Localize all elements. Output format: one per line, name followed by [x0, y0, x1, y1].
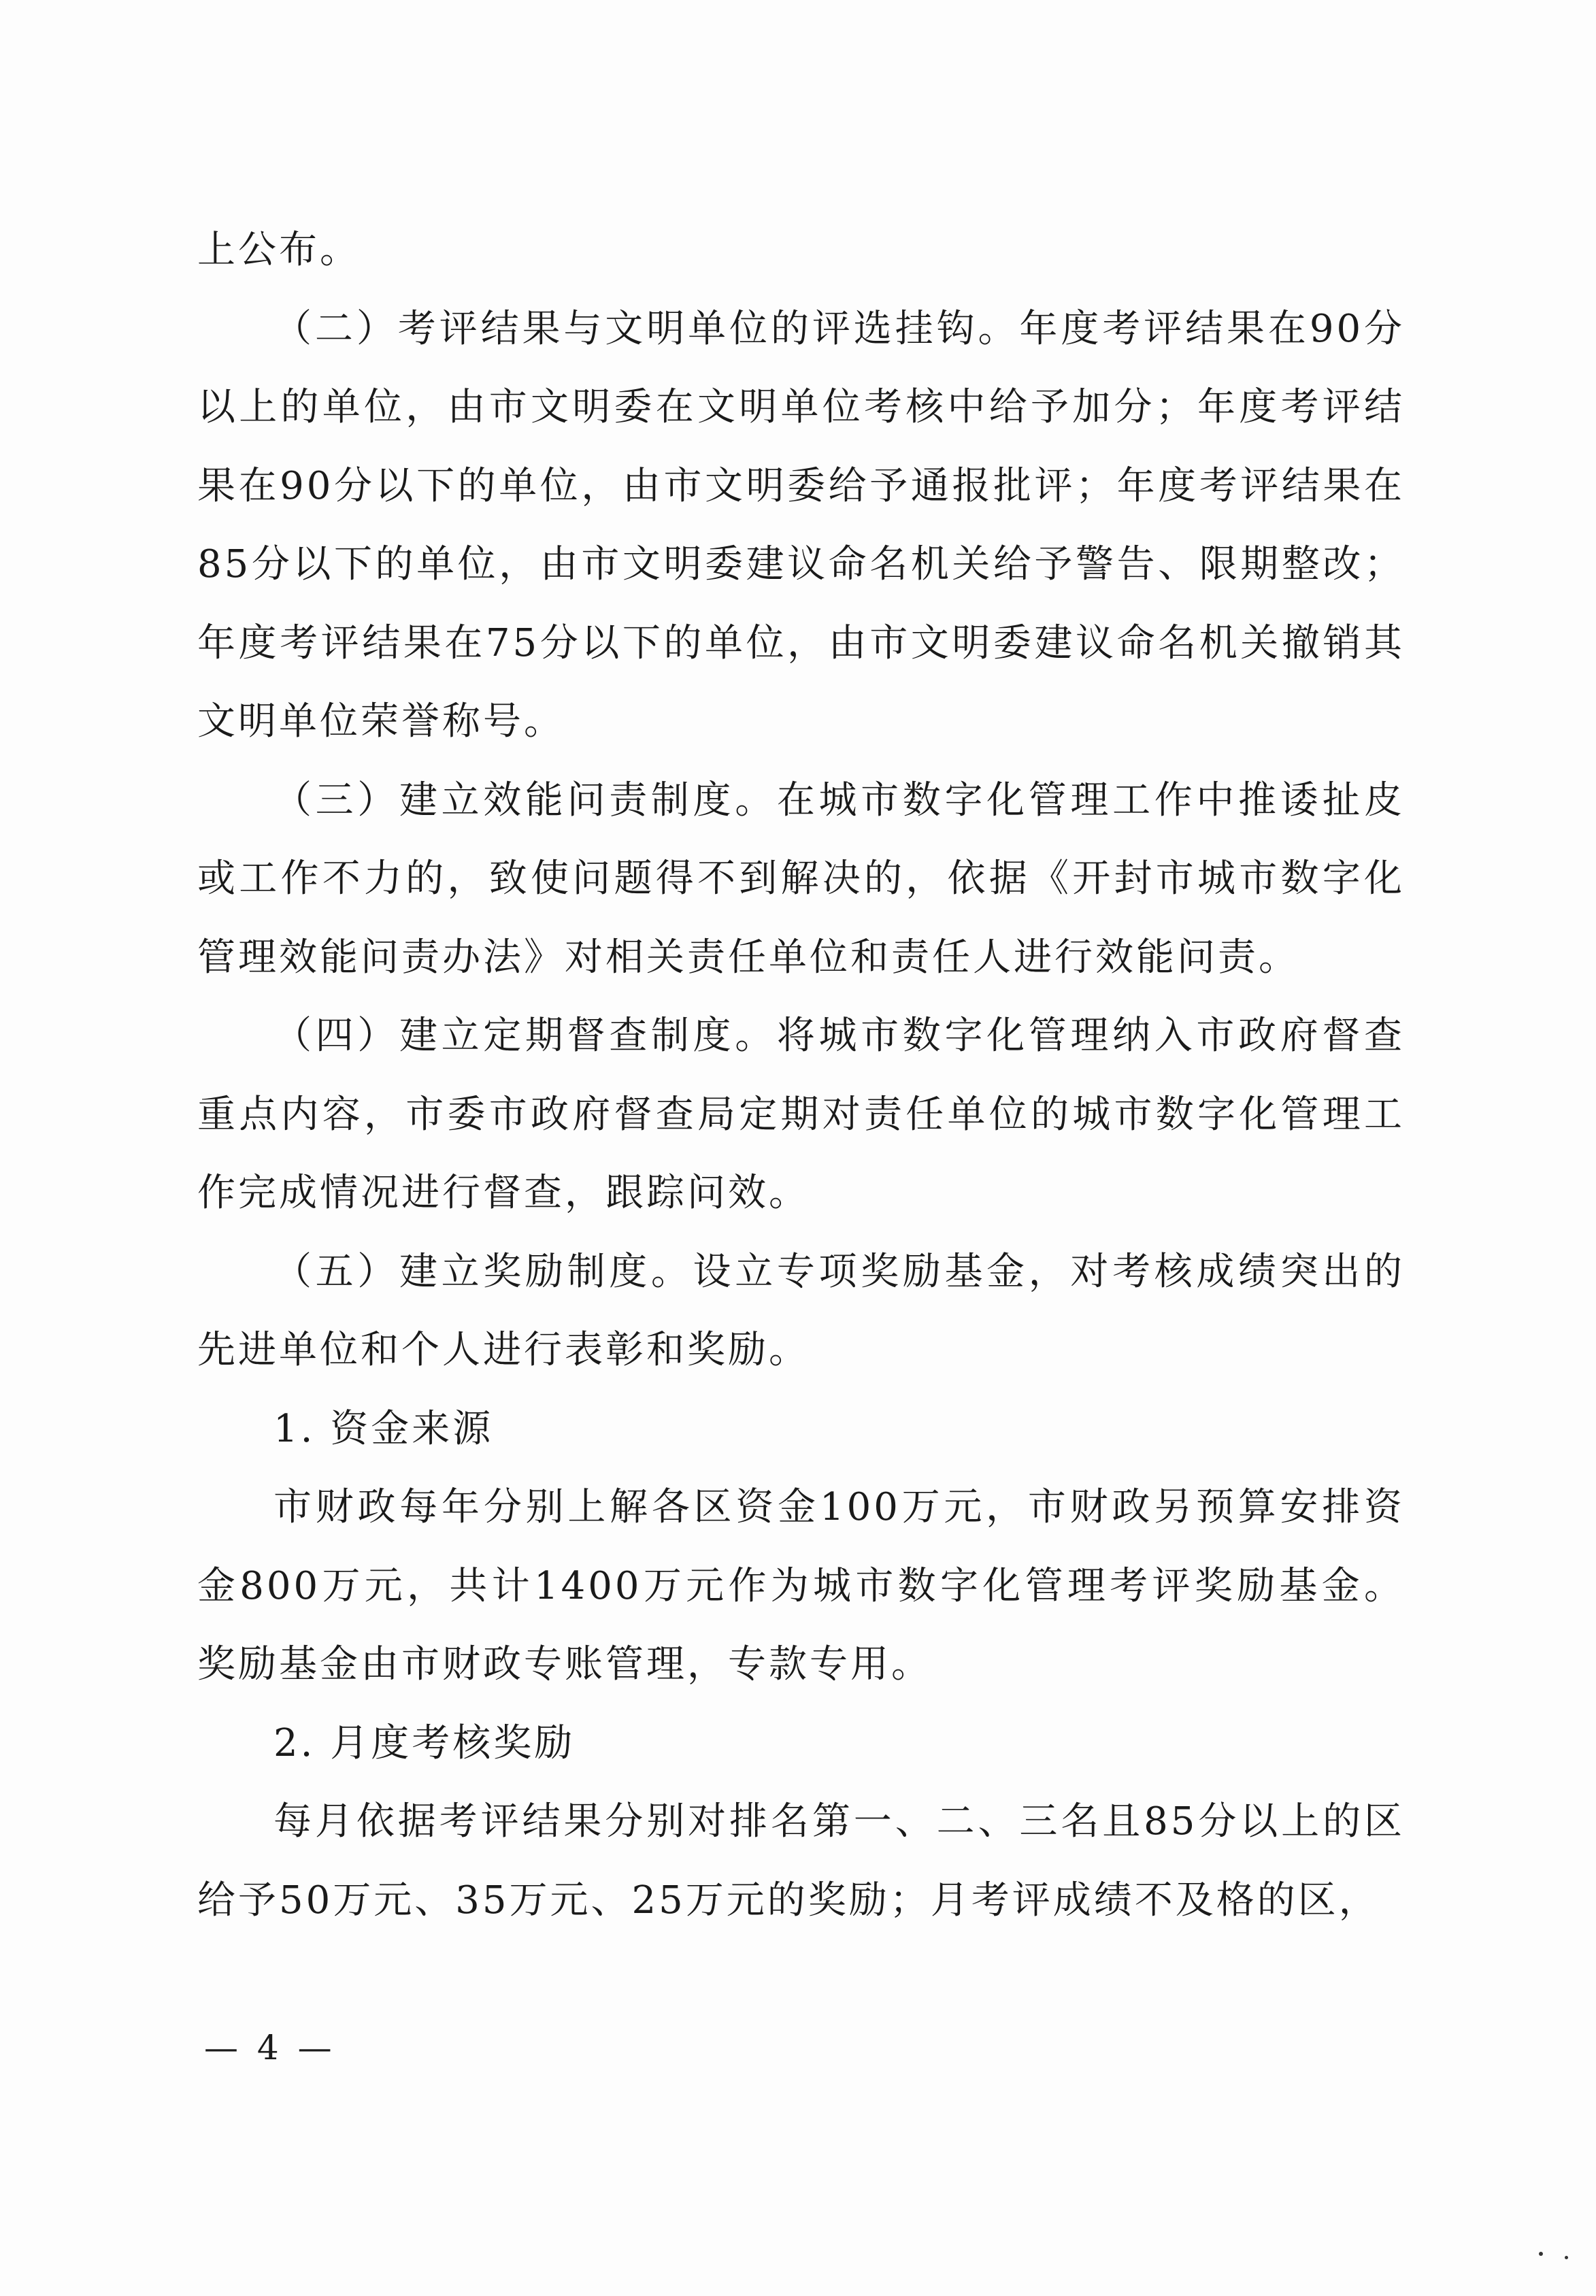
- page-number: — 4 —: [204, 2028, 336, 2067]
- subheading-funding-source: 1. 资金来源: [273, 1406, 494, 1451]
- scan-speck: [1565, 2256, 1568, 2259]
- paragraph-section-5: （五）建立奖励制度。设立专项奖励基金，对考核成绩突出的先进单位和个人进行表彰和奖励。: [197, 1249, 1405, 1372]
- paragraph-section-4: （四）建立定期督查制度。将城市数字化管理纳入市政府督查重点内容，市委市政府督查局定期对责任单位的城市数字化管理工作完成情况进行督查，跟踪问效。: [197, 1014, 1405, 1215]
- scan-speck: [1539, 2252, 1543, 2256]
- document-body: [197, 211, 1405, 1940]
- paragraph-monthly-reward: 每月依据考评结果分别对排名第一、二、三名且85分以上的区给予50万元、35万元、25万元的奖励；月考评成绩不及格的区，: [197, 1799, 1405, 1923]
- subheading-monthly-reward: 2. 月度考核奖励: [273, 1720, 576, 1765]
- paragraph-funding-source: 市财政每年分别上解各区资金100万元，市财政另预算安排资金800万元，共计1400万元作为城市数字化管理考评奖励基金。奖励基金由市财政专账管理，专款专用。: [197, 1485, 1405, 1686]
- paragraph-section-3: （三）建立效能问责制度。在城市数字化管理工作中推诿扯皮或工作不力的，致使问题得不到解决的，依据《开封市城市数字化管理效能问责办法》对相关责任单位和责任人进行效能问责。: [197, 778, 1405, 980]
- paragraph-continuation: 上公布。: [197, 228, 361, 272]
- paragraph-section-2: （二）考评结果与文明单位的评选挂钩。年度考评结果在90分以上的单位，由市文明委在文明单位考核中给予加分；年度考评结果在90分以下的单位，由市文明委给予通报批评；年度考评结果在85分以下的单位，由市文明委建议命名机关给予警告、限期整改；年度考评结果在75分以下的单位，由市文明委建议命名机关撤销其文明单位荣誉称号。: [197, 306, 1405, 744]
